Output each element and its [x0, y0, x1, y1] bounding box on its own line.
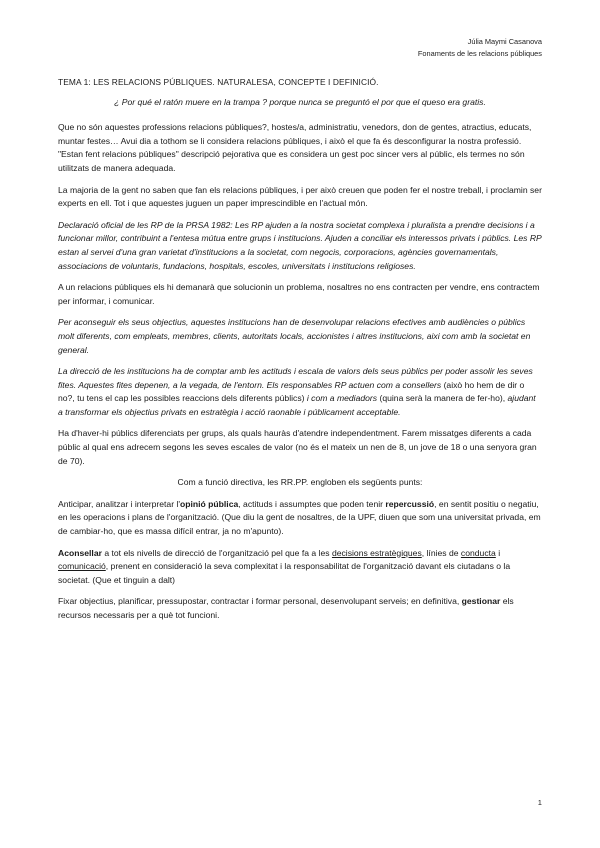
document-body — [58, 76, 542, 631]
bold-term: gestionar — [461, 596, 501, 607]
underlined-term: conducta — [460, 547, 496, 558]
page-number: 1 — [537, 798, 542, 807]
text-segment: (quina serà la manera de fer-ho), — [377, 393, 508, 404]
epigraph-quote: ¿ Por qué el ratón muere en la trampa ? porque nunca se preguntó el por que el queso era gratis. — [114, 96, 486, 107]
paragraph-2: La majoria de la gent no saben que fan els relacions públiques, i per això creuen que poden fer el nostre treball, i proclamin ser experts en ell. Tot i que aquestes juguen un paper imprescindible en l'actual món. — [58, 184, 542, 209]
document-title: TEMA 1: LES RELACIONS PÚBLIQUES. NATURALESA, CONCEPTE I DEFINICIÓ. — [58, 77, 379, 87]
text-segment: Anticipar, analitzar i interpretar l' — [58, 498, 181, 509]
paragraph-7: Ha d'haver-hi públics diferenciats per grups, als quals hauràs d'atendre independentment. Farem missatges diferents a cada públic al qual ens adrecem segons les seves escales de valor (no és el mateix un nen de 8, un jove de 18 o una senyora gran de 70). — [58, 428, 537, 466]
text-segment: , prenent en consideració la seva complexitat i la responsabilitat de l'organització davant els ciutadans o la societat. (Que et tinguin a dalt) — [58, 561, 511, 585]
text-segment: ajudant a transformar els objectius privats en estratègia i acció raonable i públicament acceptable. — [58, 393, 536, 417]
text-segment: Fixar objectius, planificar, pressupostar, contractar i formar personal, desenvolupant serveis; en definitiva, — [58, 596, 462, 607]
underlined-term: decisions estratègiques — [331, 547, 422, 558]
paragraph-objectives: Per aconseguir els seus objectius, aquestes institucions han de desenvolupar relacions efectives amb audiències o públics molt diferents, com empleats, membres, clients, autoritats locals, accionistes i altres institucions, aixi com amb la societat en general. — [58, 317, 531, 355]
paragraph-4: A un relacions públiques els hi demanarà que solucionin un problema, nosaltres no ens contracten per vendre, ens contractem per informar, i comunicar. — [58, 282, 540, 306]
text-segment: La direcció de les institucions ha de comptar amb les actituds i escala de valors dels seus públics per poder assolir les seves fites. Aquestes fites depenen, a la vegada, de l'entorn. Els responsables RP actuen com a consellers — [58, 366, 533, 390]
text-segment: els recursos necessaris per a què tot funcioni. — [58, 596, 514, 620]
text-segment: i — [495, 547, 501, 558]
paragraph-1: Que no són aquestes professions relacions públiques?, hostes/a, administratiu, venedors, don de gentes, atractius, educats, muntar festes… Avui dia a tothom se li considera relacions públiques, i això el que fa és desconfigurar la nostra professió. "Estan fent relacions públiques" descripció pejorativa que es considera un gest poc sincer vers al públic, els termes no són utilitzats de manera adequada. — [58, 122, 532, 173]
page-header — [418, 36, 542, 60]
bold-term: opinió pública — [180, 498, 239, 509]
paragraph-prsa-declaration: Declaració oficial de les RP de la PRSA 1982: Les RP ajuden a la nostra societat complexa i pluralista a prendre decisions i a funcionar millor, contribuint a l'entesa mútua entre grups i institucions. Ajuden a conciliar els interessos privats i públics. Les RP estan al servei d'una gran varietat d'institucions a la societat, com negocis, corporacions, agències governamentals, associacions de voluntaris, fundacions, hospitals, escoles, universitats i institucions religioses. — [58, 219, 542, 271]
bold-term: repercussió — [385, 498, 435, 509]
paragraph-directive-function: Com a funció directiva, les RR.PP. engloben els següents punts: — [177, 477, 423, 488]
course-name: Fonaments de les relacions públiques — [417, 49, 542, 58]
text-segment: a tot els nivells de direcció de l'organització pel que fa a les — [101, 547, 332, 558]
text-segment: , línies de — [421, 547, 461, 558]
paragraph-manage — [58, 595, 542, 622]
underlined-term: comunicació — [58, 561, 106, 572]
text-segment: i com a mediadors — [306, 393, 378, 404]
paragraph-direction — [58, 365, 542, 419]
paragraph-advise — [58, 547, 542, 588]
bold-term: Aconsellar — [58, 547, 102, 558]
author-name: Júlia Maymi Casanova — [467, 37, 542, 46]
text-segment: (això ho hem de dir o no?, tu tens el cap les possibles reaccions dels diferents públics) — [58, 379, 525, 404]
text-segment: , actituds i assumptes que poden tenir — [238, 498, 386, 509]
text-segment: , en sentit positiu o negatiu, en les operacions i plans de l'organització. (Que diu la gent de nosaltres, de la UPF, diuen que som una universitat privada, em de cambiar-ho, que es massa difícil entrar, ja no m'apunto). — [58, 498, 541, 537]
paragraph-anticipate — [58, 498, 542, 539]
